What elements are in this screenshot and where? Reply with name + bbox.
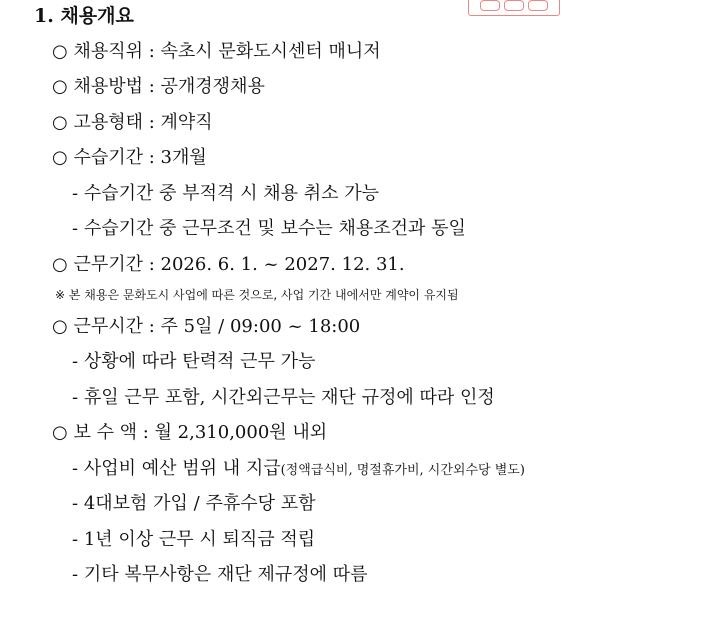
subitem-other-rules (72, 566, 368, 584)
item-text: 근무기간 : 2026. 6. 1. ~ 2027. 12. 31. (73, 254, 405, 275)
subitem-severance (72, 531, 315, 549)
item-method (52, 78, 265, 96)
circle-bullet: ○ (52, 41, 68, 62)
subitem-probation-conditions (72, 220, 466, 238)
dash-bullet: - (72, 493, 79, 514)
subitem-probation-cancel (72, 185, 379, 203)
dash-bullet: - (72, 351, 79, 372)
circle-bullet: ○ (52, 76, 68, 97)
item-text: 1년 이상 근무 시 퇴직금 적립 (83, 529, 316, 550)
item-employment-type (52, 114, 213, 132)
note-contract: ※ 본 채용은 문화도시 사업에 따른 것으로, 사업 기간 내에서만 계약이 유지됨 (55, 288, 459, 302)
item-text: 수습기간 중 부적격 시 채용 취소 가능 (83, 183, 379, 204)
subitem-flexible-work (72, 353, 315, 371)
dash-bullet: - (72, 564, 79, 585)
item-text: 4대보험 가입 / 주휴수당 포함 (83, 493, 316, 514)
item-salary (52, 424, 327, 442)
item-text: 사업비 예산 범위 내 지급 (83, 458, 281, 479)
dash-bullet: - (72, 218, 79, 239)
circle-bullet: ○ (52, 422, 68, 443)
item-text: 기타 복무사항은 재단 제규정에 따름 (83, 564, 368, 585)
subitem-insurance (72, 495, 316, 513)
dash-bullet: - (72, 529, 79, 550)
item-suffix: (정액급식비, 명절휴가비, 시간외수당 별도) (280, 463, 525, 478)
circle-bullet: ○ (52, 254, 68, 275)
subitem-holiday-work (72, 389, 495, 407)
dash-bullet: - (72, 183, 79, 204)
circle-bullet: ○ (52, 147, 68, 168)
item-text: 수습기간 중 근무조건 및 보수는 채용조건과 동일 (83, 218, 466, 239)
item-text: 채용방법 : 공개경쟁채용 (73, 76, 265, 97)
item-work-hours (52, 318, 360, 336)
subitem-budget-payment (72, 460, 525, 478)
item-position (52, 43, 381, 61)
item-work-period (52, 256, 405, 274)
stamp-mark (468, 0, 560, 16)
item-text: 고용형태 : 계약직 (73, 112, 213, 133)
item-text: 근무시간 : 주 5일 / 09:00 ~ 18:00 (73, 316, 361, 337)
item-text: 채용직위 : 속초시 문화도시센터 매니저 (73, 41, 381, 62)
dash-bullet: - (72, 458, 79, 479)
item-text: 상황에 따라 탄력적 근무 가능 (83, 351, 316, 372)
circle-bullet: ○ (52, 112, 68, 133)
item-text: 휴일 근무 포함, 시간외근무는 재단 규정에 따라 인정 (83, 387, 495, 408)
item-text: 보 수 액 : 월 2,310,000원 내외 (73, 422, 328, 443)
item-text: 수습기간 : 3개월 (73, 147, 207, 168)
item-probation (52, 149, 207, 167)
dash-bullet: - (72, 387, 79, 408)
section-title: 1. 채용개요 (34, 5, 134, 27)
circle-bullet: ○ (52, 316, 68, 337)
